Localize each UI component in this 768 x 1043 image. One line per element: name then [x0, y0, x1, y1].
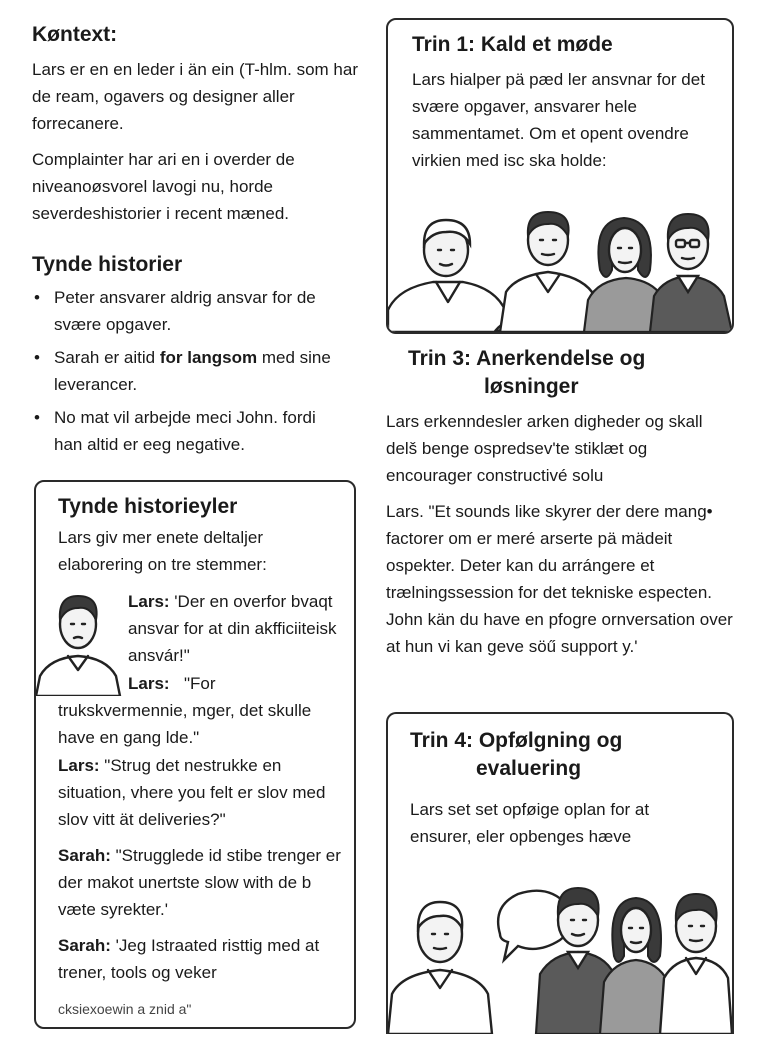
dialogue-line-2: "For trukskvermennie, mger, det skulle have en gang lde." — [58, 674, 312, 747]
step3-title-line1: Trin 3: Anerkendelse og — [408, 347, 646, 370]
dialogue-line-4: Sarah: "Strugglede id stibe trenger er der makot unertste slow with de b væte syrekter.' — [58, 846, 341, 919]
step1-body: Lars hialper pä pæd ler ansvnar for det svære opgaver, ansvarer hele sammentamet. Om et opent ovendre virkien med isc ska holde: — [412, 70, 705, 170]
dialogue-intro: Lars giv mer enete deltaljer elaborering on tre stemmer: — [58, 528, 267, 574]
step4-body: Lars set set opføige oplan for at ensurer, eler opbenges hæve — [410, 800, 650, 846]
thin-stories-heading: Tynde historier — [32, 253, 183, 276]
context-paragraph-1: Lars er en en leder i än ein (T-hlm. som har de ream, ogavers og designer aller forrecanere. — [32, 60, 358, 133]
step3-paragraph-2: Lars. "Et sounds like skyrer der dere mang• factorer om er meré arserte pä mädeit ospekter. Deter kan du arrángere et trælningssession for det tekniske especten. John kän du have en pfogre ornversation over at hun vi kan geve söű support y.' — [386, 502, 733, 656]
context-paragraph-2: Complainter har ari en i overder de niveanoøsvorel lavogi nu, horde severdeshistorier i recent mæned. — [32, 150, 295, 223]
step3-title-line2: løsninger — [484, 375, 579, 398]
dialogue-line-1: Lars: 'Der en overfor bvaqt ansvar for at din akfficiiteisk ansvár!" — [128, 592, 337, 665]
step1-title: Trin 1: Kald et møde — [412, 33, 613, 56]
context-heading: Køntext: — [32, 23, 118, 46]
thin-stories-list — [34, 284, 344, 464]
list-item: • Sarah er aitid for langsom med sine leverancer. — [34, 344, 344, 398]
dialogue-line-3: Lars: "Strug det nestrukke en situation, vhere you felt er slov med slov vitt ät deliveries?" — [58, 756, 326, 829]
list-item: • No mat vil arbejde meci John. fordi han altid er eeg negative. — [34, 404, 344, 458]
list-item: • Peter ansvarer aldrig ansvar for de svære opgaver. — [34, 284, 344, 338]
dialogue-title: Tynde historieyler — [58, 495, 238, 518]
step4-panel — [386, 712, 734, 1034]
dialogue-line-2-speaker: Lars: — [128, 674, 170, 693]
step3-paragraph-1: Lars erkenndesler arken digheder og skall delš benge ospredsev'te stiklæt og encourager constructivé solu — [386, 412, 703, 485]
follow-up-illustration-icon — [388, 864, 732, 1034]
step4-title-line1: Trin 4: Opfølgning og — [410, 729, 623, 752]
step1-panel — [386, 18, 734, 334]
dialogue-line-5: Sarah: 'Jeg Istraated risttig med at trener, tools og veker — [58, 936, 320, 982]
meeting-illustration-icon — [388, 200, 732, 332]
dialogue-line-6: cksiexoewin a znid a" — [58, 1001, 192, 1017]
step4-title-line2: evaluering — [476, 757, 582, 780]
dialogue-panel — [34, 480, 356, 1029]
